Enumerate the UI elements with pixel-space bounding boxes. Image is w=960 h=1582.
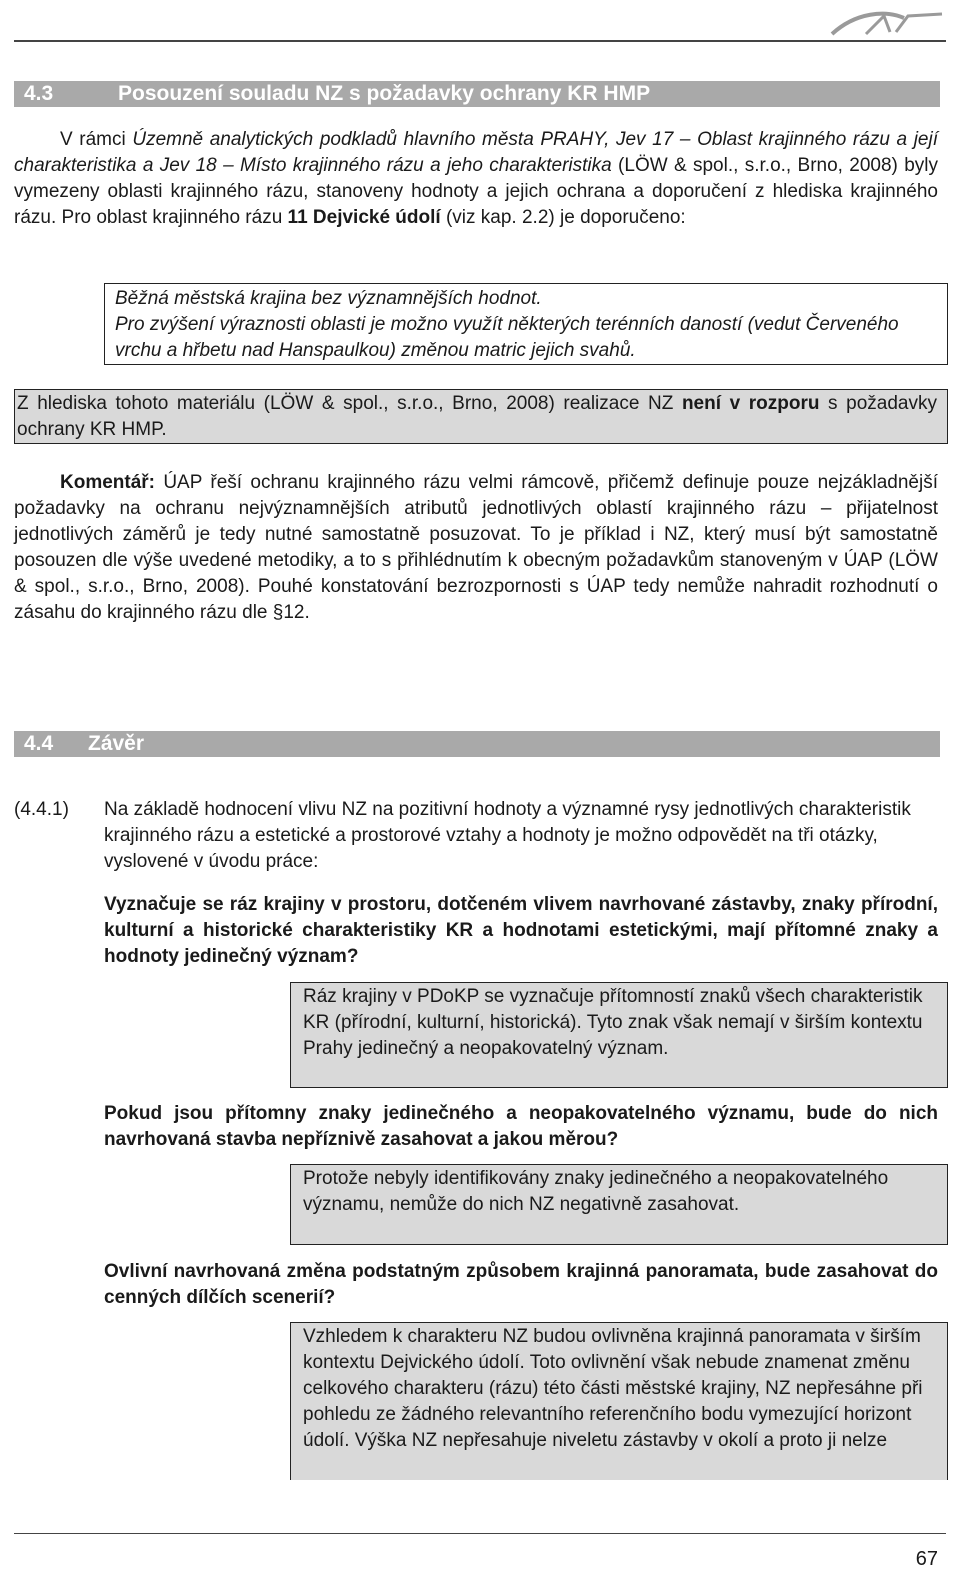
- intro-text: V rámci: [60, 129, 133, 150]
- section-number: 4.4: [24, 732, 54, 755]
- intro-text-2: (LÖW & spol., s.r.o., Brno, 2008) byly vymezeny oblasti krajinného rázu, stanoveny hodnoty a jejich ochrana a doporučení z hlediska krajinného rázu. Pro oblast krajinného rázu: [14, 155, 938, 228]
- logo: [826, 4, 946, 40]
- question-2: Pokud jsou přítomny znaky jedinečného a neopakovatelného významu, bude do nich navrhovaná stavba nepříznivě zasahovat a jakou měrou?: [104, 1103, 938, 1150]
- intro-bold-text: 11 Dejvické údolí: [287, 207, 441, 228]
- intro-paragraph: [14, 127, 938, 231]
- section-title: Posouzení souladu NZ s požadavky ochrany KR HMP: [118, 82, 651, 105]
- answer-1-box: [290, 982, 948, 1088]
- comment-paragraph: [14, 470, 938, 626]
- header-rule: [14, 40, 946, 42]
- conclusion-text: Z hlediska tohoto materiálu (LÖW & spol., s.r.o., Brno, 2008) realizace NZ: [17, 393, 682, 414]
- item-text: Na základě hodnocení vlivu NZ na pozitivní hodnoty a významné rysy jednotlivých charakteristik krajinného rázu a estetické a prostorové vztahy a hodnoty je možno odpovědět na tři otázky, vyslovené v úvodu práce:: [104, 799, 911, 872]
- question-1: Vyznačuje se ráz krajiny v prostoru, dotčeném vlivem navrhované zástavby, znaky přírodní, kulturní a historické charakteristiky KR a hodnotami estetickými, mají přítomné znaky a hodnoty jedinečný význam?: [104, 894, 938, 967]
- comment-text: ÚAP řeší ochranu krajinného rázu velmi rámcově, přičemž definuje pouze nejzákladnější požadavky na ochranu nejvýznamnějších atributů jednotlivých oblastí krajinného rázu – přijatelnost jednotlivých záměrů je tedy nutné samostatně posuzovat. To je příklad i NZ, který musí být samostatně posouzen dle výše uvedené metodiky, a to s přihlédnutím k obecným požadavkům stanoveným v ÚAP (LÖW & spol., s.r.o., Brno, 2008). Pouhé konstatování bezrozpornosti s ÚAP tedy nemůže nahradit rozhodnutí o zásahu do krajinného rázu dle §12.: [14, 472, 938, 623]
- conclusion-bold-text: není v rozporu: [681, 393, 820, 414]
- footer-rule: [14, 1533, 946, 1534]
- recommendation-line: Pro zvýšení výraznosti oblasti je možno využít některých terénních daností (vedut Červeného vrchu a hřbetu nad Hanspaulkou) změnou matric jejich svahů.: [115, 314, 899, 361]
- page-number: 67: [915, 1548, 938, 1570]
- conclusion-box: [14, 389, 948, 444]
- section-heading-4-4: [14, 731, 940, 757]
- answer-3-text: Vzhledem k charakteru NZ budou ovlivněna krajinná panoramata v širším kontextu Dejvického údolí. Toto ovlivnění však nebude znamenat změnu celkového charakteru (rázu) této části městské krajiny, NZ nepřesáhne při pohledu ze žádného relevantního referenčního bodu vymezující horizont údolí. Výška NZ nepřesahuje niveletu zástavby v okolí a proto ji nelze: [303, 1326, 923, 1451]
- item-label: (4.4.1): [14, 799, 69, 820]
- section-heading-4-3: [14, 81, 940, 107]
- section-number: 4.3: [24, 82, 54, 105]
- intro-italic-text: Územně analytických podkladů hlavního města PRAHY, Jev 17 – Oblast krajinného rázu a její charakteristika a Jev 18 – Místo krajinného rázu a jeho charakteristika: [14, 129, 938, 176]
- answer-2-box: [290, 1164, 948, 1245]
- section-title: Závěr: [88, 732, 145, 755]
- recommendation-line: Běžná městská krajina bez významnějších hodnot.: [115, 288, 542, 309]
- question-3: Ovlivní navrhovaná změna podstatným způsobem krajinná panoramata, bude zasahovat do cenných dílčích scenerií?: [104, 1261, 938, 1308]
- answer-2-text: Protože nebyly identifikovány znaky jedinečného a neopakovatelného významu, nemůže do nich NZ negativně zasahovat.: [303, 1168, 889, 1215]
- intro-text-3: (viz kap. 2.2) je doporučeno:: [440, 207, 686, 228]
- conclusion-text-2: s požadavky ochrany KR HMP.: [17, 393, 937, 440]
- answer-1-text: Ráz krajiny v PDoKP se vyznačuje přítomností znaků všech charakteristik KR (přírodní, kulturní, historická). Tyto znak však nemají v širším kontextu Prahy jedinečný a neopakovatelný význam.: [303, 986, 923, 1059]
- answer-3-box: [290, 1322, 948, 1480]
- comment-label: Komentář:: [60, 472, 156, 493]
- recommendation-box: [104, 283, 948, 365]
